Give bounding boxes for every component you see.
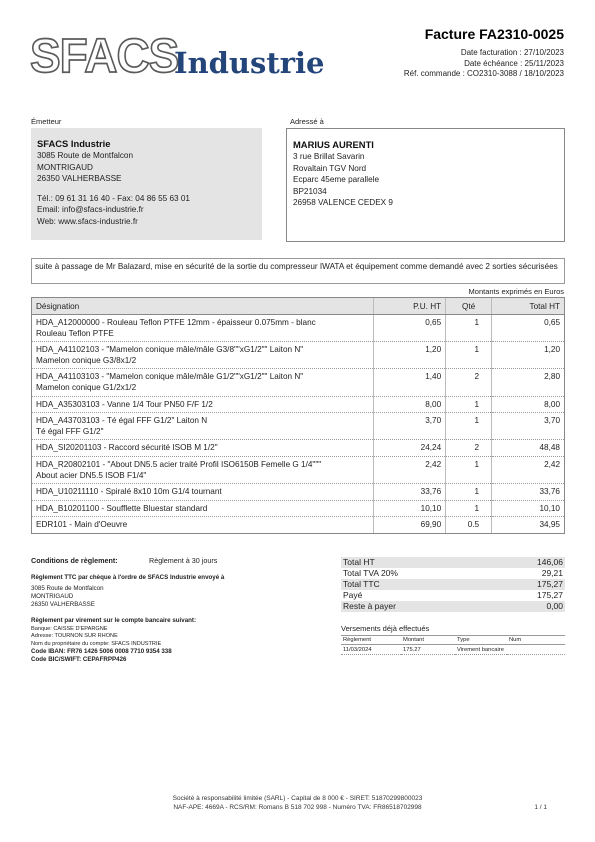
- payments-title: Versements déjà effectués: [341, 624, 430, 633]
- item-designation: [32, 396, 374, 413]
- payment-row: [341, 645, 565, 655]
- item-designation-line: HDA_U10211110 - Spiralé 8x10 10m G1/4 tournant: [36, 487, 222, 497]
- header-quantity: Qté: [446, 298, 492, 315]
- payments-header-type: Type: [455, 636, 507, 645]
- footer: [0, 795, 595, 812]
- recipient-name: MARIUS AURENTI: [293, 139, 374, 150]
- item-total: 10,10: [492, 500, 565, 517]
- emitter-box: [31, 128, 262, 240]
- item-unit-price: 1,40: [374, 369, 446, 396]
- company-logo: [30, 27, 325, 83]
- totals-row: [341, 568, 565, 579]
- item-quantity: 1: [446, 500, 492, 517]
- item-designation-detail: About acier DN5.5 ISOB F1/4": [36, 470, 147, 480]
- item-total: 48,48: [492, 440, 565, 457]
- item-unit-price: 1,20: [374, 342, 446, 369]
- invoice-date: Date facturation : 27/10/2023: [460, 48, 564, 57]
- cheque-title: Règlement TTC par chèque à l'ordre de SFACS Industrie envoyé à: [31, 573, 225, 581]
- item-designation: [32, 517, 374, 534]
- currency-note: Montants exprimés en Euros: [468, 287, 564, 296]
- item-row: [32, 456, 565, 483]
- totals-value: 175,27: [489, 579, 565, 590]
- item-row: [32, 500, 565, 517]
- totals-label: Reste à payer: [341, 601, 489, 612]
- emitter-name: SFACS Industrie: [37, 138, 111, 149]
- header-unit-price: P.U. HT: [374, 298, 446, 315]
- item-designation-line: HDA_SI20201103 - Raccord sécurité ISOB M 1/2": [36, 443, 218, 453]
- item-quantity: 1: [446, 413, 492, 440]
- item-row: [32, 517, 565, 534]
- recipient-address-4: BP21034: [293, 186, 327, 196]
- payment-type: Virement bancaire: [455, 645, 507, 655]
- emitter-web: Web: www.sfacs-industrie.fr: [37, 216, 138, 226]
- payment-conditions: [31, 557, 326, 664]
- item-designation: [32, 413, 374, 440]
- bank-address: Adresse: TOURNON SUR RHONE: [31, 633, 118, 640]
- item-quantity: 1: [446, 456, 492, 483]
- totals-value: 29,21: [541, 568, 563, 578]
- recipient-address-5: 26958 VALENCE CEDEX 9: [293, 198, 393, 208]
- item-designation-detail: Té égal FFF G1/2": [36, 426, 104, 436]
- item-quantity: 2: [446, 440, 492, 457]
- conditions-value: Règlement à 30 jours: [149, 556, 218, 565]
- totals-value: 175,27: [537, 590, 563, 600]
- item-designation: [32, 484, 374, 501]
- totals-row: [341, 557, 565, 568]
- item-row: [32, 369, 565, 396]
- item-designation-line: HDA_A43703103 - Té égal FFF G1/2" Laiton N: [36, 416, 208, 426]
- totals-table: [341, 557, 565, 612]
- item-designation-detail: Mamelon conique G1/2x1/2: [36, 382, 137, 392]
- item-total: 2,42: [492, 456, 565, 483]
- emitter-email: Email: info@sfacs-industrie.fr: [37, 205, 144, 215]
- item-row: [32, 440, 565, 457]
- totals-label: Payé: [343, 590, 363, 600]
- item-designation-line: HDA_A12000000 - Rouleau Teflon PTFE 12mm - épaisseur 0.075mm - blanc: [36, 318, 316, 327]
- items-header-row: [32, 298, 565, 315]
- item-designation-line: EDR101 - Main d'Oeuvre: [36, 520, 128, 530]
- item-row: [32, 396, 565, 413]
- item-designation-detail: Mamelon conique G3/8x1/2: [36, 355, 137, 365]
- payment-amount: 175.27: [401, 645, 455, 655]
- header-designation: Désignation: [32, 298, 374, 315]
- transfer-title: Règlement par virement sur le compte bancaire suivant:: [31, 616, 197, 624]
- conditions-label: Conditions de règlement:: [31, 556, 118, 565]
- payments-header-date: Règlement: [341, 636, 401, 645]
- recipient-box: [286, 128, 565, 242]
- item-unit-price: 10,10: [374, 500, 446, 517]
- totals-row: [341, 590, 565, 601]
- item-unit-price: 0,65: [374, 315, 446, 342]
- totals-label: Total TVA 20%: [343, 568, 398, 578]
- cheque-address-1: 3085 Route de Montfalcon: [31, 584, 104, 592]
- item-unit-price: 8,00: [374, 396, 446, 413]
- invoice-title: Facture FA2310-0025: [424, 26, 564, 42]
- payment-num: [507, 645, 565, 655]
- recipient-address-2: Rovaltain TGV Nord: [293, 163, 367, 173]
- item-row: [32, 315, 565, 342]
- item-designation-line: HDA_R20802101 - "About DN5.5 acier traité Profil ISO6150B Femelle G 1/4""": [36, 459, 322, 469]
- invoice-meta: [404, 48, 564, 80]
- item-row: [32, 484, 565, 501]
- item-quantity: 1: [446, 342, 492, 369]
- emitter-phone: Tél.: 09 61 31 16 40 - Fax: 04 86 55 63 01: [37, 193, 190, 203]
- account-owner: Nom du propriétaire du compte: SFACS INDUSTRIE: [31, 640, 162, 647]
- item-designation: [32, 500, 374, 517]
- item-total: 34,95: [492, 517, 565, 534]
- item-total: 8,00: [492, 396, 565, 413]
- item-quantity: 1: [446, 484, 492, 501]
- emitter-address-2: MONTRIGAUD: [37, 162, 93, 172]
- logo-sub: Industrie: [174, 46, 325, 80]
- footer-legal-2: NAF-APE: 4669A - RCS/RM: Romans B 518 702 998 - Numéro TVA: FR86518702998: [173, 803, 422, 811]
- item-designation: [32, 456, 374, 483]
- items-table: [31, 297, 565, 534]
- item-designation-detail: Rouleau Teflon PTFE: [36, 328, 114, 338]
- payment-date: 11/03/2024: [341, 645, 401, 655]
- item-designation-line: HDA_A41103103 - "Mamelon conique mâle/mâle G1/2""xG1/2"" Laiton N": [36, 372, 304, 382]
- totals-row: [341, 579, 565, 590]
- totals-value: 0,00: [489, 601, 565, 612]
- emitter-address-3: 26350 VALHERBASSE: [37, 174, 122, 184]
- item-quantity: 0.5: [446, 517, 492, 534]
- invoice-due-date: Date échéance : 25/11/2023: [464, 58, 564, 68]
- item-designation-line: HDA_A41102103 - "Mamelon conique mâle/mâle G3/8""xG1/2"" Laiton N": [36, 345, 304, 355]
- item-total: 3,70: [492, 413, 565, 440]
- item-designation-line: HDA_B10201100 - Soufflette Bluestar standard: [36, 503, 208, 513]
- cheque-address-2: MONTRIGAUD: [31, 592, 74, 600]
- payments-header-amount: Montant: [401, 636, 455, 645]
- item-designation: [32, 342, 374, 369]
- totals-label: Total HT: [341, 557, 489, 568]
- item-unit-price: 24,24: [374, 440, 446, 457]
- item-designation-line: HDA_A35303103 - Vanne 1/4 Tour PN50 F/F 1/2: [36, 399, 213, 409]
- item-designation: [32, 440, 374, 457]
- item-total: 1,20: [492, 342, 565, 369]
- recipient-address-1: 3 rue Brillat Savarin: [293, 152, 365, 161]
- bic: Code BIC/SWIFT: CEPAFRPP426: [31, 655, 127, 663]
- bank-name: Banque: CAISSE D'EPARGNE: [31, 625, 108, 632]
- recipient-address-3: Ecparc 45eme parallele: [293, 175, 380, 185]
- item-row: [32, 342, 565, 369]
- totals-label: Total TTC: [341, 579, 489, 590]
- recipient-label: Adressé à: [290, 117, 324, 126]
- totals-value: 146,06: [489, 557, 565, 568]
- page-number: 1 / 1: [534, 804, 547, 811]
- item-unit-price: 33,76: [374, 484, 446, 501]
- header-total: Total HT: [492, 298, 565, 315]
- emitter-label: Émetteur: [31, 117, 62, 126]
- logo-brand: SFACS: [30, 27, 179, 83]
- cheque-address-3: 26350 VALHERBASSE: [31, 600, 95, 608]
- iban: Code IBAN: FR76 1426 5006 0008 7710 9354 338: [31, 648, 172, 656]
- invoice-note: suite à passage de Mr Balazard, mise en sécurité de la sortie du compresseur IWATA et équipement comme demandé avec 2 sorties sécurisées: [31, 258, 565, 284]
- item-unit-price: 2,42: [374, 456, 446, 483]
- item-designation: [32, 369, 374, 396]
- order-reference: Réf. commande : CO2310-3088 / 18/10/2023: [403, 69, 564, 78]
- item-quantity: 2: [446, 369, 492, 396]
- payments-header-num: Num: [507, 636, 565, 645]
- item-designation: [32, 315, 374, 342]
- item-row: [32, 413, 565, 440]
- payments-table: [341, 635, 565, 655]
- footer-legal-1: Société à responsabilité limitée (SARL) - Capital de 8 000 € - SIRET: 51870299800023: [172, 795, 423, 802]
- item-total: 0,65: [492, 315, 565, 342]
- totals-row: [341, 601, 565, 612]
- item-quantity: 1: [446, 315, 492, 342]
- emitter-address-1: 3085 Route de Montfalcon: [37, 151, 134, 160]
- item-total: 2,80: [492, 369, 565, 396]
- item-unit-price: 3,70: [374, 413, 446, 440]
- item-quantity: 1: [446, 396, 492, 413]
- item-total: 33,76: [492, 484, 565, 501]
- item-unit-price: 69,90: [374, 517, 446, 534]
